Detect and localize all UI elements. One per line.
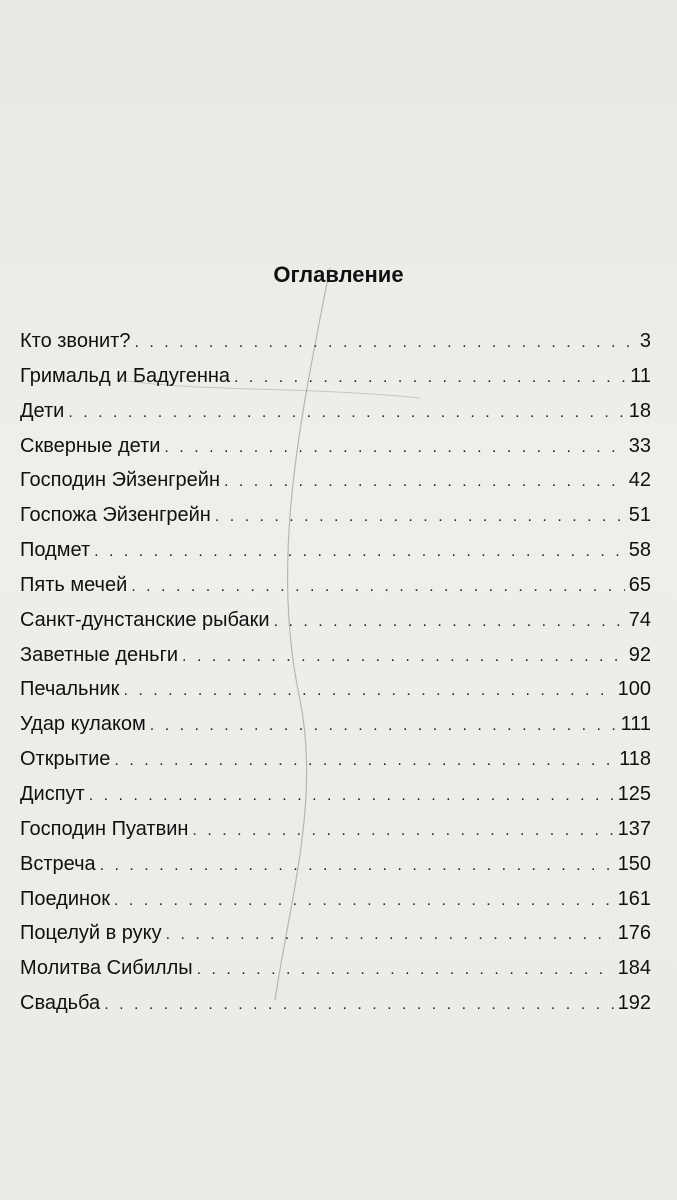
dot-leader (114, 752, 615, 770)
toc-entry-title: Скверные дети (20, 434, 161, 457)
toc-entry-title: Свадьба (20, 992, 101, 1015)
toc-entry-title: Господин Эйзенгрейн (20, 469, 220, 492)
toc-entry-title: Печальник (20, 678, 120, 701)
toc-entry (20, 574, 651, 609)
dot-leader (215, 508, 625, 526)
toc-entry-title: Санкт-дунстанские рыбаки (20, 608, 270, 631)
dot-leader (182, 648, 625, 666)
toc-entry (20, 469, 651, 504)
dot-leader (224, 473, 625, 491)
toc-entry-page: 137 (617, 817, 651, 840)
toc-entry (20, 853, 651, 888)
toc-entry-page: 42 (628, 469, 651, 492)
toc-heading: Оглавление (273, 262, 404, 287)
dot-leader (166, 926, 614, 944)
toc-entry-page: 51 (628, 504, 651, 527)
toc-entry-page: 92 (628, 643, 651, 666)
dot-leader (100, 857, 614, 875)
toc-entry (20, 644, 651, 679)
toc-entry (20, 748, 651, 783)
dot-leader (89, 787, 614, 805)
dot-leader (192, 822, 613, 840)
toc-entry (20, 713, 651, 748)
toc-entry-title: Открытие (20, 748, 111, 771)
dot-leader (94, 543, 625, 561)
toc-entry-title: Заветные деньги (20, 643, 179, 666)
dot-leader (164, 439, 624, 457)
toc-entry-page: 150 (617, 852, 651, 875)
dot-leader (234, 369, 626, 387)
toc-entry-page: 33 (628, 434, 651, 457)
toc-entry (20, 539, 651, 574)
toc-entry-page: 184 (617, 957, 651, 980)
toc-entry-title: Встреча (20, 852, 96, 875)
toc-entry-title: Поединок (20, 887, 110, 910)
toc-entry-page: 3 (639, 330, 651, 352)
toc-entry (20, 922, 651, 957)
toc-entry-page: 11 (630, 364, 651, 387)
toc-entry-page: 176 (617, 922, 651, 945)
dot-leader (104, 996, 613, 1014)
toc-entry (20, 818, 651, 853)
toc-entry-title: Госпожа Эйзенгрейн (20, 504, 211, 527)
toc-entry (20, 330, 651, 365)
toc-entry (20, 783, 651, 818)
dot-leader (114, 892, 614, 910)
show-through-text (20, 40, 660, 260)
toc-entry-title: Гримальд и Бадугенна (20, 364, 231, 387)
toc-entry (20, 365, 651, 400)
dot-leader (123, 682, 613, 700)
toc-entry-page: 192 (617, 992, 651, 1015)
dot-leader (197, 961, 614, 979)
toc-entry-title: Кто звонит? (20, 330, 131, 352)
toc-entry-page: 125 (617, 782, 651, 805)
toc-entry-page: 58 (628, 539, 651, 562)
toc-entry (20, 957, 651, 992)
toc-entry-page: 74 (628, 608, 651, 631)
dot-leader (274, 613, 625, 631)
toc-entry-title: Пять мечей (20, 573, 128, 596)
toc-entry (20, 992, 651, 1027)
toc-entry-title: Молитва Сибиллы (20, 957, 193, 980)
dot-leader (68, 404, 624, 422)
toc-entry-title: Господин Пуатвин (20, 817, 189, 840)
toc-entry (20, 504, 651, 539)
toc-entry-page: 161 (617, 887, 651, 910)
toc-entry-page: 111 (620, 713, 651, 736)
toc-entry (20, 400, 651, 435)
toc-entry-page: 18 (628, 399, 651, 422)
toc-entry-page: 118 (619, 748, 651, 771)
toc-entry-title: Подмет (20, 539, 91, 562)
table-of-contents (20, 330, 651, 1027)
toc-entry (20, 609, 651, 644)
toc-entry-page: 100 (617, 678, 651, 701)
toc-entry-title: Диспут (20, 782, 85, 805)
toc-entry-title: Поцелуй в руку (20, 922, 162, 945)
dot-leader (131, 578, 624, 596)
toc-entry (20, 435, 651, 470)
dot-leader (134, 334, 635, 352)
toc-entry-title: Удар кулаком (20, 713, 146, 736)
toc-entry (20, 678, 651, 713)
toc-entry (20, 888, 651, 923)
dot-leader (150, 717, 617, 735)
toc-entry-page: 65 (628, 573, 651, 596)
toc-entry-title: Дети (20, 399, 65, 422)
